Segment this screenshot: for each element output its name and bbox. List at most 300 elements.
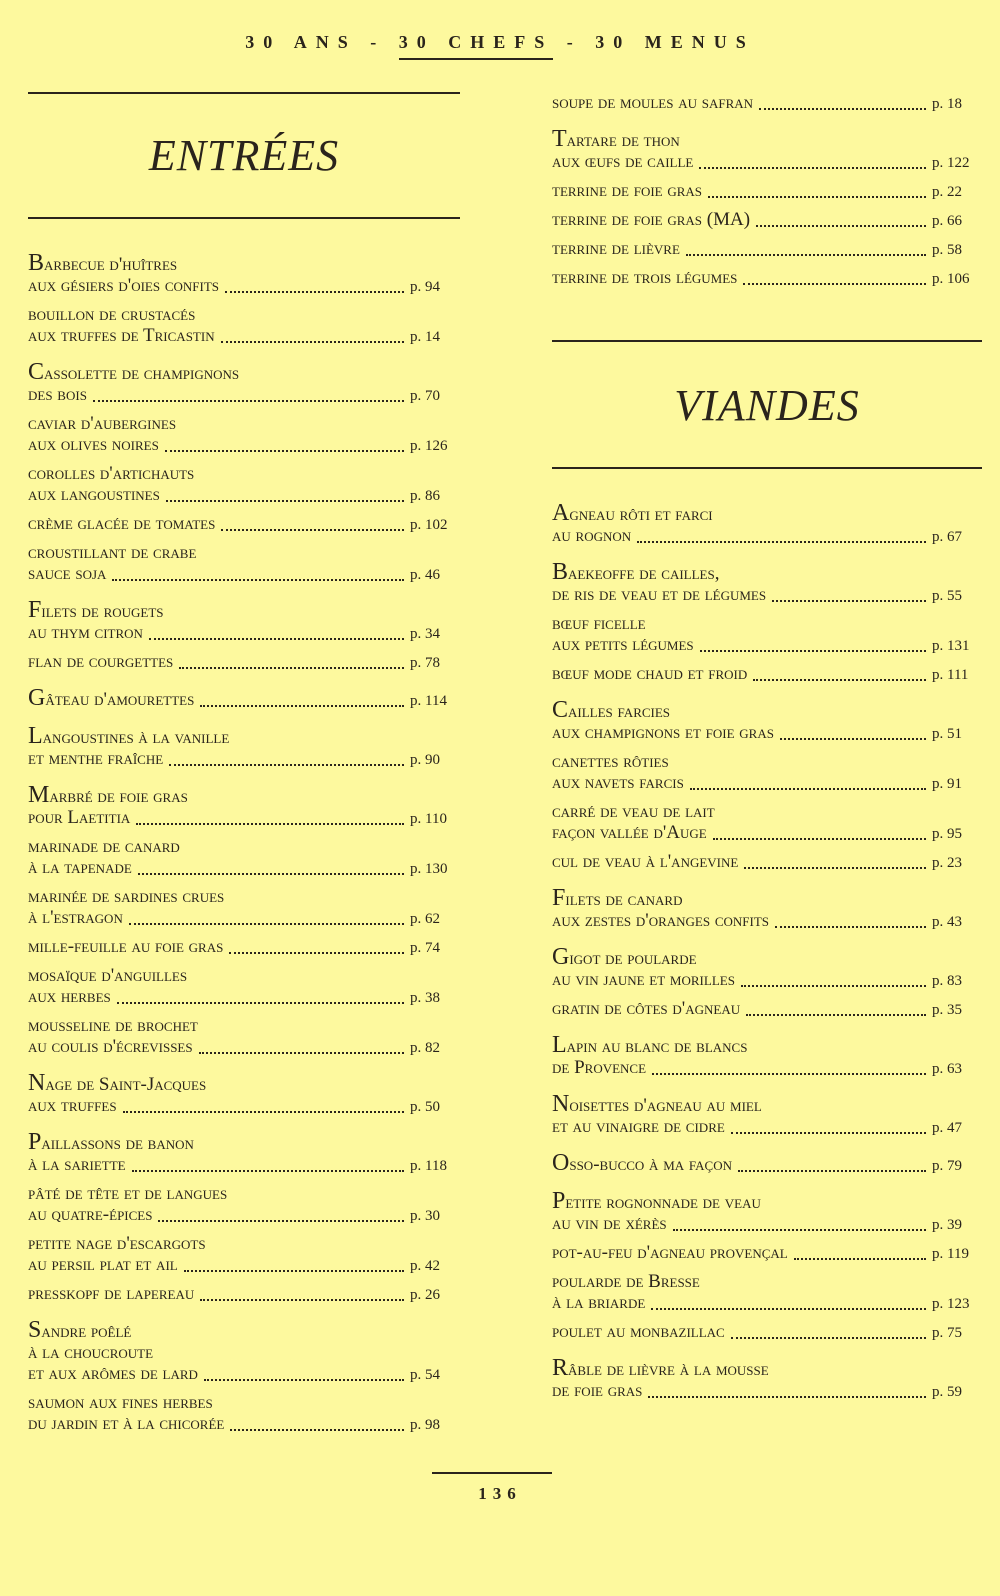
dot-leader bbox=[165, 449, 404, 452]
entry-line: et aux arômes de lard bbox=[28, 1363, 198, 1384]
entry-final-line bbox=[28, 986, 460, 1009]
page-reference: p. 26 bbox=[410, 1287, 440, 1303]
menu-entry bbox=[552, 1191, 982, 1236]
entry-final-line bbox=[552, 525, 982, 548]
menu-entry bbox=[28, 463, 460, 507]
menu-entry bbox=[552, 888, 982, 933]
entry-line: au vin jaune et morilles bbox=[552, 969, 735, 990]
dot-leader bbox=[794, 1257, 926, 1260]
page-reference: p. 130 bbox=[410, 861, 448, 877]
menu-entry bbox=[28, 1283, 460, 1306]
entry-final-line bbox=[552, 584, 982, 607]
entry-line: Sandre poêlé bbox=[28, 1320, 132, 1342]
dot-leader bbox=[759, 107, 926, 110]
dot-leader bbox=[738, 1169, 926, 1172]
entry-line: Lapin au blanc de blancs bbox=[552, 1035, 748, 1057]
viandes-list bbox=[552, 503, 982, 1403]
menu-entry bbox=[28, 886, 460, 930]
menu-entry bbox=[28, 965, 460, 1009]
dot-leader bbox=[138, 872, 404, 875]
menu-entry bbox=[28, 253, 460, 298]
entry-final-line bbox=[28, 325, 460, 348]
entry-final-line bbox=[552, 998, 982, 1021]
menu-entry bbox=[28, 542, 460, 586]
left-column bbox=[28, 80, 460, 1442]
dot-leader bbox=[123, 1110, 404, 1113]
entry-final-line bbox=[552, 663, 982, 686]
dot-leader bbox=[743, 282, 926, 285]
page-reference: p. 23 bbox=[932, 855, 962, 871]
dot-leader bbox=[651, 1307, 926, 1310]
entry-line: façon vallée d'Auge bbox=[552, 822, 707, 843]
page-reference: p. 78 bbox=[410, 655, 440, 671]
dot-leader bbox=[686, 253, 926, 256]
page-reference: p. 38 bbox=[410, 990, 440, 1006]
menu-entry bbox=[552, 1242, 982, 1265]
entry-line: flan de courgettes bbox=[28, 651, 174, 672]
dot-leader bbox=[112, 578, 404, 581]
menu-entry bbox=[28, 1233, 460, 1277]
entry-line: au vin de xérès bbox=[552, 1213, 667, 1234]
entry-line: pâté de tête et de langues bbox=[28, 1183, 228, 1204]
menu-entry bbox=[28, 600, 460, 645]
entry-final-line bbox=[552, 1321, 982, 1344]
entry-line: mousseline de brochet bbox=[28, 1015, 198, 1036]
entry-final-line bbox=[28, 275, 460, 298]
entry-line: de ris de veau et de légumes bbox=[552, 584, 767, 605]
entry-line: Râble de lièvre à la mousse bbox=[552, 1358, 769, 1380]
menu-entry bbox=[28, 651, 460, 674]
page-reference: p. 119 bbox=[932, 1246, 969, 1262]
dot-leader bbox=[129, 922, 404, 925]
entry-final-line bbox=[552, 1242, 982, 1265]
menu-entry bbox=[552, 801, 982, 845]
menu-entry bbox=[28, 304, 460, 348]
entry-line: et menthe fraîche bbox=[28, 748, 164, 769]
entry-line: Agneau rôti et farci bbox=[552, 503, 713, 525]
dot-leader bbox=[200, 1298, 404, 1301]
entry-line: aux olives noires bbox=[28, 434, 159, 455]
dot-leader bbox=[132, 1169, 404, 1172]
page-reference: p. 39 bbox=[932, 1217, 962, 1233]
dot-leader bbox=[230, 1428, 404, 1431]
entry-line: pot-au-feu d'agneau provençal bbox=[552, 1242, 788, 1263]
entry-line: Filets de canard bbox=[552, 888, 683, 910]
entry-final-line bbox=[28, 1283, 460, 1306]
divider bbox=[552, 467, 982, 469]
dot-leader bbox=[708, 195, 926, 198]
entry-line: Paillassons de banon bbox=[28, 1132, 194, 1154]
dot-leader bbox=[221, 528, 404, 531]
menu-entry bbox=[552, 1271, 982, 1315]
page-reference: p. 47 bbox=[932, 1120, 962, 1136]
page-reference: p. 42 bbox=[410, 1258, 440, 1274]
page-reference: p. 62 bbox=[410, 911, 440, 927]
entry-line: aux truffes bbox=[28, 1095, 117, 1116]
group-gap bbox=[28, 1312, 460, 1320]
entry-final-line bbox=[28, 563, 460, 586]
page-reference: p. 54 bbox=[410, 1367, 440, 1383]
menu-entry bbox=[28, 685, 460, 712]
entry-line: Noisettes d'agneau au miel bbox=[552, 1094, 762, 1116]
entry-final-line bbox=[552, 238, 982, 261]
entry-final-line bbox=[28, 748, 460, 771]
entry-line: cul de veau à l'angevine bbox=[552, 851, 739, 872]
group-gap bbox=[28, 1124, 460, 1132]
group-gap bbox=[552, 1145, 982, 1153]
dot-leader bbox=[184, 1269, 404, 1272]
menu-entry bbox=[28, 1073, 460, 1118]
entry-final-line bbox=[28, 1413, 460, 1436]
entry-line: des bois bbox=[28, 384, 87, 405]
divider bbox=[28, 92, 460, 94]
entry-line: à l'estragon bbox=[28, 907, 123, 928]
dot-leader bbox=[699, 166, 926, 169]
entry-line: aux navets farcis bbox=[552, 772, 684, 793]
menu-entry bbox=[28, 1392, 460, 1436]
page-reference: p. 50 bbox=[410, 1099, 440, 1115]
entry-final-line bbox=[552, 634, 982, 657]
page-reference: p. 91 bbox=[932, 776, 962, 792]
entry-line: bœuf ficelle bbox=[552, 613, 646, 634]
entry-line: mille-feuille au foie gras bbox=[28, 936, 224, 957]
group-gap bbox=[28, 354, 460, 362]
entry-final-line bbox=[28, 1154, 460, 1177]
entry-line: pour Laetitia bbox=[28, 807, 131, 828]
dot-leader bbox=[221, 340, 404, 343]
entry-line: Baekeoffe de cailles, bbox=[552, 562, 720, 584]
divider bbox=[552, 340, 982, 342]
dot-leader bbox=[204, 1378, 404, 1381]
dot-leader bbox=[772, 599, 926, 602]
dot-leader bbox=[741, 984, 926, 987]
page-reference: p. 22 bbox=[932, 184, 962, 200]
page-reference: p. 74 bbox=[410, 940, 440, 956]
dot-leader bbox=[753, 678, 926, 681]
entry-line: crème glacée de tomates bbox=[28, 513, 216, 534]
page-reference: p. 35 bbox=[932, 1002, 962, 1018]
menu-entry bbox=[552, 1035, 982, 1080]
dot-leader bbox=[158, 1219, 404, 1222]
dot-leader bbox=[746, 1013, 926, 1016]
dot-leader bbox=[775, 925, 926, 928]
entry-line: mosaïque d'anguilles bbox=[28, 965, 188, 986]
dot-leader bbox=[648, 1395, 926, 1398]
entry-final-line bbox=[552, 267, 982, 290]
dot-leader bbox=[169, 763, 404, 766]
menu-entry bbox=[552, 700, 982, 745]
entry-line: à la tapenade bbox=[28, 857, 132, 878]
page-reference: p. 90 bbox=[410, 752, 440, 768]
page-reference: p. 111 bbox=[932, 667, 969, 683]
menu-entry bbox=[552, 267, 982, 290]
dot-leader bbox=[93, 399, 404, 402]
entry-line: gratin de côtes d'agneau bbox=[552, 998, 741, 1019]
group-gap bbox=[28, 777, 460, 785]
group-gap bbox=[552, 554, 982, 562]
entry-line: aux zestes d'oranges confits bbox=[552, 910, 770, 931]
entry-line: Cassolette de champignons bbox=[28, 362, 240, 384]
page-reference: p. 114 bbox=[410, 693, 447, 709]
entry-line: presskopf de lapereau bbox=[28, 1283, 195, 1304]
entry-line: terrine de trois légumes bbox=[552, 267, 738, 288]
entry-final-line bbox=[28, 513, 460, 536]
entry-line: saumon aux fines herbes bbox=[28, 1392, 213, 1413]
entry-line: soupe de moules au safran bbox=[552, 92, 754, 113]
page-reference: p. 110 bbox=[410, 811, 447, 827]
entry-line: au thym citron bbox=[28, 622, 143, 643]
dot-leader bbox=[690, 787, 926, 790]
dot-leader bbox=[117, 1001, 404, 1004]
page-reference: p. 14 bbox=[410, 329, 440, 345]
page-reference: p. 79 bbox=[932, 1158, 962, 1174]
entry-line: marinée de sardines crues bbox=[28, 886, 225, 907]
entry-line: aux langoustines bbox=[28, 484, 160, 505]
entry-line: Marbré de foie gras bbox=[28, 785, 188, 807]
menu-entry bbox=[28, 413, 460, 457]
menu-entry bbox=[28, 1015, 460, 1059]
page-reference: p. 106 bbox=[932, 271, 970, 287]
menu-entry bbox=[552, 129, 982, 174]
entrees-continued-list bbox=[552, 92, 982, 290]
entry-final-line bbox=[552, 1292, 982, 1315]
menu-entry bbox=[552, 1321, 982, 1344]
page-reference: p. 55 bbox=[932, 588, 962, 604]
divider bbox=[28, 217, 460, 219]
entry-final-line bbox=[552, 1213, 982, 1236]
menu-entry bbox=[552, 947, 982, 992]
entry-line: bouillon de crustacés bbox=[28, 304, 196, 325]
menu-entry bbox=[552, 209, 982, 232]
entry-line: aux petits légumes bbox=[552, 634, 694, 655]
entry-line: et au vinaigre de cidre bbox=[552, 1116, 725, 1137]
dot-leader bbox=[179, 666, 404, 669]
entry-line: de foie gras bbox=[552, 1380, 643, 1401]
page-reference: p. 86 bbox=[410, 488, 440, 504]
dot-leader bbox=[713, 837, 926, 840]
page-reference: p. 118 bbox=[410, 1158, 447, 1174]
menu-entry bbox=[552, 1094, 982, 1139]
menu-entry bbox=[552, 180, 982, 203]
entry-final-line bbox=[552, 1116, 982, 1139]
entry-line: Langoustines à la vanille bbox=[28, 726, 230, 748]
entry-final-line bbox=[28, 1363, 460, 1386]
entry-final-line bbox=[28, 484, 460, 507]
dot-leader bbox=[731, 1336, 926, 1339]
dot-leader bbox=[229, 951, 404, 954]
page-reference: p. 82 bbox=[410, 1040, 440, 1056]
group-gap bbox=[28, 1065, 460, 1073]
dot-leader bbox=[756, 224, 926, 227]
entry-line: petite nage d'escargots bbox=[28, 1233, 206, 1254]
menu-entry bbox=[28, 1183, 460, 1227]
page-reference: p. 123 bbox=[932, 1296, 970, 1312]
dot-leader bbox=[744, 866, 926, 869]
entry-final-line bbox=[28, 1036, 460, 1059]
menu-entry bbox=[552, 663, 982, 686]
entry-final-line bbox=[28, 651, 460, 674]
entry-final-line bbox=[552, 92, 982, 115]
entry-final-line bbox=[552, 910, 982, 933]
page-reference: p. 94 bbox=[410, 279, 440, 295]
entry-line: du jardin et à la chicorée bbox=[28, 1413, 225, 1434]
entry-line: Osso-bucco à ma façon bbox=[552, 1150, 732, 1176]
entry-line: au rognon bbox=[552, 525, 632, 546]
entry-final-line bbox=[552, 180, 982, 203]
page-reference: p. 18 bbox=[932, 96, 962, 112]
dot-leader bbox=[637, 540, 926, 543]
page-reference: p. 66 bbox=[932, 213, 962, 229]
entry-final-line bbox=[552, 772, 982, 795]
menu-entry bbox=[28, 362, 460, 407]
entry-final-line bbox=[552, 851, 982, 874]
entry-line: au persil plat et ail bbox=[28, 1254, 178, 1275]
entry-final-line bbox=[28, 1204, 460, 1227]
entry-final-line bbox=[28, 936, 460, 959]
group-gap bbox=[552, 1350, 982, 1358]
page-reference: p. 30 bbox=[410, 1208, 440, 1224]
dot-leader bbox=[780, 737, 926, 740]
page-reference: p. 102 bbox=[410, 517, 448, 533]
entry-line: à la briarde bbox=[552, 1292, 646, 1313]
entry-line: terrine de lièvre bbox=[552, 238, 680, 259]
entry-line: aux truffes de Tricastin bbox=[28, 325, 215, 346]
menu-entry bbox=[552, 1150, 982, 1177]
entry-line: corolles d'artichauts bbox=[28, 463, 195, 484]
group-gap bbox=[28, 680, 460, 688]
group-gap bbox=[28, 592, 460, 600]
menu-entry bbox=[552, 1358, 982, 1403]
group-gap bbox=[552, 692, 982, 700]
menu-entry bbox=[28, 1320, 460, 1386]
header-part3: - 30 MENUS bbox=[553, 32, 755, 52]
menu-entry bbox=[552, 613, 982, 657]
entry-final-line bbox=[552, 1150, 982, 1177]
entry-line: terrine de foie gras (MA) bbox=[552, 209, 751, 230]
entry-line: au quatre-épices bbox=[28, 1204, 153, 1225]
dot-leader bbox=[731, 1131, 926, 1134]
menu-entry bbox=[28, 1132, 460, 1177]
footer-divider bbox=[432, 1472, 552, 1474]
dot-leader bbox=[673, 1228, 926, 1231]
page-reference: p. 46 bbox=[410, 567, 440, 583]
menu-entry bbox=[552, 238, 982, 261]
entry-final-line bbox=[28, 857, 460, 880]
entry-final-line bbox=[552, 151, 982, 174]
entry-final-line bbox=[28, 1095, 460, 1118]
entry-line: bœuf mode chaud et froid bbox=[552, 663, 748, 684]
entry-line: au coulis d'écrevisses bbox=[28, 1036, 193, 1057]
entry-final-line bbox=[28, 622, 460, 645]
entry-line: de Provence bbox=[552, 1057, 647, 1078]
entry-line: Filets de rougets bbox=[28, 600, 164, 622]
menu-entry bbox=[552, 92, 982, 115]
group-gap bbox=[552, 121, 982, 129]
entry-line: canettes rôties bbox=[552, 751, 669, 772]
entry-line: poularde de Bresse bbox=[552, 1271, 700, 1292]
entry-line: carré de veau de lait bbox=[552, 801, 715, 822]
dot-leader bbox=[166, 499, 404, 502]
entry-line: Gâteau d'amourettes bbox=[28, 685, 195, 711]
menu-entry bbox=[552, 851, 982, 874]
page-reference: p. 126 bbox=[410, 438, 448, 454]
entry-final-line bbox=[552, 822, 982, 845]
entrees-list bbox=[28, 253, 460, 1436]
menu-entry bbox=[28, 785, 460, 830]
page-reference: p. 59 bbox=[932, 1384, 962, 1400]
entry-line: caviar d'aubergines bbox=[28, 413, 177, 434]
section-title-viandes: VIANDES bbox=[674, 381, 860, 430]
entry-line: à la sariette bbox=[28, 1154, 126, 1175]
entry-line: aux gésiers d'oies confits bbox=[28, 275, 220, 296]
section-title-entrees: ENTRÉES bbox=[148, 131, 340, 180]
entry-final-line bbox=[552, 722, 982, 745]
entry-final-line bbox=[28, 907, 460, 930]
entry-final-line bbox=[552, 969, 982, 992]
page-reference: p. 95 bbox=[932, 826, 962, 842]
entry-final-line bbox=[28, 434, 460, 457]
menu-entry bbox=[28, 726, 460, 771]
entry-final-line bbox=[552, 1057, 982, 1080]
page-reference: p. 70 bbox=[410, 388, 440, 404]
page-reference: p. 131 bbox=[932, 638, 970, 654]
entry-final-line bbox=[552, 209, 982, 232]
entry-line: croustillant de crabe bbox=[28, 542, 197, 563]
entry-line: aux herbes bbox=[28, 986, 111, 1007]
entry-line: sauce soja bbox=[28, 563, 107, 584]
menu-entry bbox=[28, 936, 460, 959]
entry-line: Cailles farcies bbox=[552, 700, 671, 722]
dot-leader bbox=[700, 649, 926, 652]
entry-line: Gigot de poularde bbox=[552, 947, 697, 969]
group-gap bbox=[28, 718, 460, 726]
dot-leader bbox=[136, 822, 404, 825]
page-reference: p. 67 bbox=[932, 529, 962, 545]
menu-entry bbox=[28, 513, 460, 536]
page-reference: p. 98 bbox=[410, 1417, 440, 1433]
page-reference: p. 58 bbox=[932, 242, 962, 258]
page-reference: p. 51 bbox=[932, 726, 962, 742]
entry-line: marinade de canard bbox=[28, 836, 180, 857]
entry-line: poulet au monbazillac bbox=[552, 1321, 725, 1342]
entry-line: à la choucroute bbox=[28, 1342, 154, 1363]
dot-leader bbox=[199, 1051, 404, 1054]
menu-entry bbox=[552, 503, 982, 548]
page-reference: p. 34 bbox=[410, 626, 440, 642]
entry-line: Tartare de thon bbox=[552, 129, 680, 151]
page-reference: p. 43 bbox=[932, 914, 962, 930]
page-number: 136 bbox=[478, 1484, 522, 1503]
dot-leader bbox=[652, 1072, 926, 1075]
running-header bbox=[0, 32, 1000, 53]
entry-line: aux champignons et foie gras bbox=[552, 722, 774, 743]
group-gap bbox=[552, 880, 982, 888]
page-reference: p. 83 bbox=[932, 973, 962, 989]
entry-line: Petite rognonnade de veau bbox=[552, 1191, 761, 1213]
header-part1: 30 ANS - bbox=[245, 32, 399, 52]
page-reference: p. 63 bbox=[932, 1061, 962, 1077]
entry-final-line bbox=[28, 384, 460, 407]
group-gap bbox=[552, 939, 982, 947]
page-reference: p. 75 bbox=[932, 1325, 962, 1341]
group-gap bbox=[552, 1086, 982, 1094]
entry-final-line bbox=[28, 1254, 460, 1277]
header-part2: 30 CHEFS bbox=[399, 32, 554, 60]
dot-leader bbox=[149, 637, 404, 640]
dot-leader bbox=[200, 704, 404, 707]
entry-line: terrine de foie gras bbox=[552, 180, 703, 201]
menu-entry bbox=[28, 836, 460, 880]
